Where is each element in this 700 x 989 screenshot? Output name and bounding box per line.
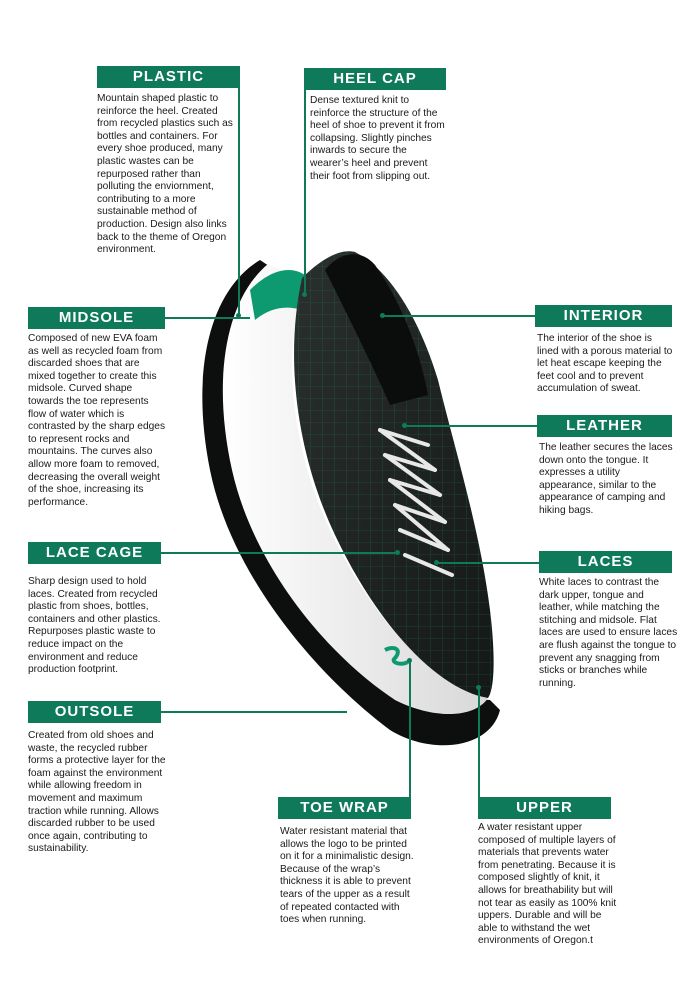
heel-cap-description: Dense textured knit to reinforce the structure of the heel of shoe to prevent it from collapsing. Slightly pinches inwards to secure the wearer’s heel and prevent their foot from slipping out. (310, 95, 445, 182)
lace-cage-dot (395, 550, 400, 555)
toe-wrap-connector (409, 660, 411, 798)
lace-cage-description: Sharp design used to hold laces. Created from recycled plastic from shoes, bottles, containers and other plastics. Repurposes plastic waste to reduce impact on the environment and reduce production footprint. (28, 576, 161, 676)
laces-description: White laces to contrast the dark upper, tongue and leather, while matching the stitching and midsole. Flat laces are used to ensure laces are flush against the tongue to prevent any snagging from sticks or branches while running. (539, 577, 678, 689)
upper-label: UPPER (478, 797, 611, 819)
interior-label: INTERIOR (535, 305, 672, 327)
laces-dot (434, 560, 439, 565)
heel-cap-connector (304, 79, 306, 294)
outsole-description: Created from old shoes and waste, the recycled rubber forms a protective layer for the foam against the environment while allowing freedom in movement and maximum traction while running. Allows discarded rubber to be used once again, contributing to sustainability. (28, 730, 166, 855)
midsole-description: Composed of new EVA foam as well as recycled foam from discarded shoes that are mixed together to create this midsole. Curved shape towards the toe represents flow of water which is contrasted by the sharp edges to represent rocks and mountains. The curves also allow more foam to removed, decreasing the overall weight of the shoe, increasing its performance. (28, 333, 166, 508)
leather-dot (402, 423, 407, 428)
midsole-label: MIDSOLE (28, 307, 165, 329)
leather-connector (405, 425, 537, 427)
toe-wrap-description: Water resistant material that allows the logo to be printed on it for a minimalistic design. Because of the wrap’s thickness it is able to prevent tears of the upper as a result of repeated contacted with toes when running. (280, 826, 414, 926)
laces-label: LACES (539, 551, 672, 573)
upper-description: A water resistant upper composed of multiple layers of materials that prevents water from penetrating. Because it is composed slightly of knit, it allows for breathability but will not tear as easily as 100% knit uppers. Durable and will be able to withstand the wet environments of Oregon.t (478, 822, 617, 947)
upper-dot (476, 685, 481, 690)
toe-wrap-dot (407, 658, 412, 663)
outsole-connector (161, 711, 347, 713)
plastic-label: PLASTIC (97, 66, 240, 88)
toe-wrap-label: TOE WRAP (278, 797, 411, 819)
laces-connector (437, 562, 539, 564)
leather-description: The leather secures the laces down onto the tongue. It expresses a utility appearance, similar to the appearance of camping and hiking bags. (539, 442, 673, 516)
heel-cap-label: HEEL CAP (304, 68, 446, 90)
heel-cap-dot (302, 292, 307, 297)
outsole-label: OUTSOLE (28, 701, 161, 723)
interior-connector (383, 315, 535, 317)
interior-dot (380, 313, 385, 318)
midsole-connector (165, 317, 250, 319)
interior-description: The interior of the shoe is lined with a porous material to let heat escape keeping the feet cool and to prevent accumulation of sweat. (537, 333, 673, 395)
plastic-description: Mountain shaped plastic to reinforce the heel. Created from recycled plastics such as bottles and containers. For every shoe produced, many plastic wastes can be repurposed rather than polluting the enviornment, contributing to a more sustainable method of production. Design also links back to the theme of Oregon environment. (97, 93, 233, 256)
leather-label: LEATHER (537, 415, 672, 437)
upper-connector (478, 687, 480, 798)
lace-cage-label: LACE CAGE (28, 542, 161, 564)
plastic-connector (238, 77, 240, 315)
lace-cage-connector (161, 552, 397, 554)
